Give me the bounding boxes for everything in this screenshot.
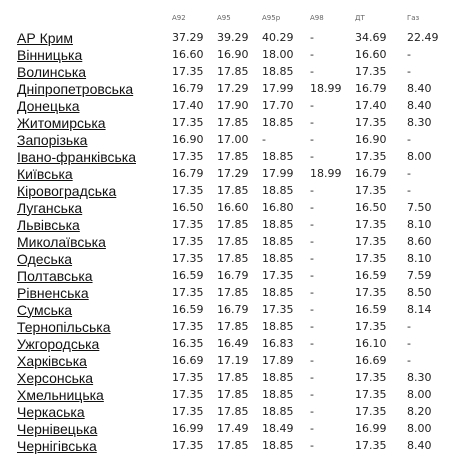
price-cell-a95p: 40.29 [262, 31, 294, 44]
region-link[interactable]: Івано-франківська [17, 148, 136, 165]
price-cell-a92: 37.29 [172, 31, 204, 44]
region-cell [17, 386, 172, 403]
region-link[interactable]: Чернівецька [17, 420, 98, 437]
table-row [17, 148, 453, 165]
price-cell-a98: - [310, 150, 314, 163]
price-cell-dt: 17.35 [355, 184, 387, 197]
price-cell-dt: 17.35 [355, 116, 387, 129]
price-cell-a92: 17.35 [172, 388, 204, 401]
price-cell-a98: - [310, 422, 314, 435]
region-link[interactable]: Львівська [17, 216, 80, 233]
region-cell [17, 80, 172, 97]
table-row [17, 420, 453, 437]
price-cell-a95: 16.49 [217, 337, 249, 350]
price-cell-a92: 16.35 [172, 337, 204, 350]
price-cell-a98: - [310, 133, 314, 146]
price-cell-a95: 16.79 [217, 303, 249, 316]
price-cell-gas: 8.20 [407, 405, 432, 418]
price-cell-a98: - [310, 439, 314, 452]
price-cell-dt: 16.59 [355, 269, 387, 282]
table-row [17, 250, 453, 267]
region-cell [17, 216, 172, 233]
price-cell-gas: - [407, 320, 411, 333]
price-cell-a95: 17.29 [217, 82, 249, 95]
price-cell-a95p: 18.85 [262, 388, 294, 401]
price-cell-a95p: 18.85 [262, 320, 294, 333]
region-link[interactable]: Київська [17, 165, 73, 182]
price-cell-dt: 17.35 [355, 439, 387, 452]
price-cell-a98: - [310, 218, 314, 231]
price-cell-dt: 16.79 [355, 167, 387, 180]
price-cell-a92: 17.35 [172, 150, 204, 163]
region-link[interactable]: Дніпропетровська [17, 80, 134, 97]
price-cell-a98: - [310, 99, 314, 112]
table-row [17, 403, 453, 420]
header-a95p: А95р [262, 14, 281, 22]
price-cell-dt: 17.35 [355, 252, 387, 265]
region-link[interactable]: Кіровоградська [17, 182, 117, 199]
price-cell-dt: 17.35 [355, 320, 387, 333]
table-row [17, 369, 453, 386]
region-link[interactable]: Одеська [17, 250, 73, 267]
price-cell-dt: 17.40 [355, 99, 387, 112]
region-cell [17, 301, 172, 318]
header-a98: А98 [310, 14, 324, 22]
price-cell-a95: 17.85 [217, 184, 249, 197]
price-cell-a95: 17.85 [217, 116, 249, 129]
price-cell-a95: 17.90 [217, 99, 249, 112]
price-cell-gas: 8.14 [407, 303, 432, 316]
price-cell-gas: 8.30 [407, 116, 432, 129]
price-cell-a95p: 18.85 [262, 150, 294, 163]
region-cell [17, 437, 172, 454]
price-cell-a92: 16.59 [172, 303, 204, 316]
price-cell-gas: 8.40 [407, 82, 432, 95]
table-row [17, 29, 453, 46]
price-cell-a98: - [310, 303, 314, 316]
price-cell-a98: - [310, 371, 314, 384]
price-cell-a95p: 18.85 [262, 235, 294, 248]
price-cell-a98: - [310, 31, 314, 44]
table-row [17, 267, 453, 284]
price-cell-a95p: 18.85 [262, 286, 294, 299]
price-cell-a92: 17.35 [172, 286, 204, 299]
price-cell-a95: 16.90 [217, 48, 249, 61]
region-link[interactable]: Луганська [17, 199, 83, 216]
region-link[interactable]: Волинська [17, 63, 87, 80]
price-cell-dt: 17.35 [355, 286, 387, 299]
region-cell [17, 46, 172, 63]
region-cell [17, 131, 172, 148]
region-link[interactable]: Запорізька [17, 131, 88, 148]
region-link[interactable]: Тернопільська [17, 318, 111, 335]
price-cell-dt: 16.90 [355, 133, 387, 146]
price-cell-gas: - [407, 184, 411, 197]
table-body [17, 29, 453, 454]
price-cell-a98: - [310, 320, 314, 333]
price-cell-a95: 17.00 [217, 133, 249, 146]
price-cell-gas: 8.10 [407, 218, 432, 231]
region-cell [17, 420, 172, 437]
price-cell-a95p: 18.00 [262, 48, 294, 61]
price-cell-a95: 17.85 [217, 252, 249, 265]
table-row [17, 301, 453, 318]
price-cell-a98: - [310, 116, 314, 129]
price-cell-dt: 17.35 [355, 235, 387, 248]
region-link[interactable]: Донецька [17, 97, 80, 114]
region-link[interactable]: Харківська [17, 352, 87, 369]
price-cell-gas: - [407, 167, 411, 180]
price-cell-a92: 17.35 [172, 320, 204, 333]
price-cell-a98: - [310, 388, 314, 401]
price-cell-gas: 8.00 [407, 388, 432, 401]
region-cell [17, 335, 172, 352]
price-cell-a95p: 18.85 [262, 184, 294, 197]
region-cell [17, 403, 172, 420]
price-cell-a98: - [310, 354, 314, 367]
table-row [17, 335, 453, 352]
price-cell-a98: - [310, 235, 314, 248]
price-cell-a98: - [310, 201, 314, 214]
price-cell-gas: 8.40 [407, 99, 432, 112]
price-cell-a98: - [310, 252, 314, 265]
price-cell-a92: 17.35 [172, 439, 204, 452]
price-cell-dt: 16.69 [355, 354, 387, 367]
region-link[interactable]: Сумська [17, 301, 73, 318]
region-cell [17, 369, 172, 386]
price-cell-a92: 17.35 [172, 252, 204, 265]
price-cell-a95p: 17.70 [262, 99, 294, 112]
price-cell-gas: - [407, 354, 411, 367]
price-cell-a95: 17.85 [217, 150, 249, 163]
price-cell-a98: 18.99 [310, 167, 342, 180]
table-header-row [17, 7, 453, 29]
price-cell-a95p: 17.89 [262, 354, 294, 367]
price-cell-dt: 34.69 [355, 31, 387, 44]
price-cell-a92: 17.35 [172, 371, 204, 384]
price-cell-a92: 16.79 [172, 167, 204, 180]
price-cell-a95p: 18.85 [262, 439, 294, 452]
table-row [17, 131, 453, 148]
price-cell-gas: 7.50 [407, 201, 432, 214]
price-cell-a95: 17.85 [217, 65, 249, 78]
region-link[interactable]: Вінницька [17, 46, 83, 63]
price-cell-a95: 17.85 [217, 235, 249, 248]
price-cell-dt: 17.35 [355, 150, 387, 163]
price-cell-dt: 17.35 [355, 65, 387, 78]
price-cell-a95: 17.85 [217, 320, 249, 333]
price-cell-a95: 17.29 [217, 167, 249, 180]
price-cell-a95p: 18.85 [262, 252, 294, 265]
table-row [17, 216, 453, 233]
price-cell-a95: 17.85 [217, 388, 249, 401]
price-cell-a95p: 17.35 [262, 269, 294, 282]
price-cell-a95: 16.60 [217, 201, 249, 214]
table-row [17, 165, 453, 182]
region-link[interactable]: Ужгородська [17, 335, 100, 352]
region-cell [17, 63, 172, 80]
price-cell-a92: 16.59 [172, 269, 204, 282]
price-cell-gas: - [407, 65, 411, 78]
fuel-price-table [17, 7, 453, 454]
price-cell-gas: 8.50 [407, 286, 432, 299]
price-cell-a98: - [310, 405, 314, 418]
price-cell-a92: 17.35 [172, 65, 204, 78]
price-cell-gas: - [407, 48, 411, 61]
header-dt: ДТ [355, 14, 365, 22]
region-link[interactable]: Полтавська [17, 267, 93, 284]
region-cell [17, 182, 172, 199]
price-cell-a98: 18.99 [310, 82, 342, 95]
region-link[interactable]: Херсонська [17, 369, 94, 386]
table-row [17, 63, 453, 80]
price-cell-a92: 17.35 [172, 218, 204, 231]
price-cell-a92: 16.69 [172, 354, 204, 367]
table-row [17, 437, 453, 454]
price-cell-a92: 17.35 [172, 235, 204, 248]
region-cell [17, 284, 172, 301]
price-cell-a95p: 18.85 [262, 116, 294, 129]
table-row [17, 284, 453, 301]
price-cell-dt: 16.10 [355, 337, 387, 350]
price-cell-gas: - [407, 337, 411, 350]
price-cell-a95: 17.85 [217, 405, 249, 418]
price-cell-a92: 17.35 [172, 116, 204, 129]
price-cell-gas: 7.59 [407, 269, 432, 282]
price-cell-a92: 17.35 [172, 405, 204, 418]
price-cell-a95: 16.79 [217, 269, 249, 282]
price-cell-dt: 16.59 [355, 303, 387, 316]
price-cell-a95p: 17.35 [262, 303, 294, 316]
table-row [17, 318, 453, 335]
price-cell-a98: - [310, 337, 314, 350]
price-cell-a95: 17.85 [217, 439, 249, 452]
price-cell-a95p: 18.85 [262, 218, 294, 231]
region-cell [17, 29, 172, 46]
header-a95: А95 [217, 14, 231, 22]
price-cell-dt: 16.50 [355, 201, 387, 214]
price-cell-a95p: 18.85 [262, 371, 294, 384]
price-cell-a95p: 17.99 [262, 82, 294, 95]
region-cell [17, 165, 172, 182]
price-cell-a92: 16.50 [172, 201, 204, 214]
price-cell-a98: - [310, 269, 314, 282]
region-link[interactable]: Хмельницька [17, 386, 104, 403]
region-link[interactable]: Черкаська [17, 403, 85, 420]
price-cell-a95: 39.29 [217, 31, 249, 44]
price-cell-dt: 16.79 [355, 82, 387, 95]
region-link[interactable]: Чернігівська [17, 437, 97, 454]
price-cell-a95: 17.85 [217, 218, 249, 231]
price-cell-dt: 16.99 [355, 422, 387, 435]
table-row [17, 182, 453, 199]
region-cell [17, 318, 172, 335]
price-cell-a95p: 17.99 [262, 167, 294, 180]
price-cell-dt: 17.35 [355, 405, 387, 418]
region-cell [17, 114, 172, 131]
table-row [17, 46, 453, 63]
header-region [17, 7, 172, 29]
region-cell [17, 148, 172, 165]
price-cell-gas: 8.40 [407, 439, 432, 452]
fuel-price-table-container [17, 7, 453, 454]
price-cell-a98: - [310, 48, 314, 61]
table-row [17, 114, 453, 131]
price-cell-dt: 17.35 [355, 388, 387, 401]
price-cell-gas: 8.00 [407, 150, 432, 163]
price-cell-gas: 8.00 [407, 422, 432, 435]
price-cell-a95p: 16.80 [262, 201, 294, 214]
price-cell-gas: 8.60 [407, 235, 432, 248]
region-link[interactable]: Житомирська [17, 114, 106, 131]
price-cell-dt: 17.35 [355, 371, 387, 384]
price-cell-a92: 17.40 [172, 99, 204, 112]
price-cell-a95: 17.85 [217, 371, 249, 384]
price-cell-a95: 17.85 [217, 286, 249, 299]
price-cell-a92: 16.99 [172, 422, 204, 435]
table-row [17, 80, 453, 97]
table-row [17, 233, 453, 250]
region-cell [17, 199, 172, 216]
price-cell-gas: 22.49 [407, 31, 439, 44]
price-cell-a98: - [310, 65, 314, 78]
price-cell-a95p: 18.85 [262, 405, 294, 418]
price-cell-a95p: - [262, 133, 266, 146]
region-cell [17, 267, 172, 284]
price-cell-a95: 17.49 [217, 422, 249, 435]
price-cell-a92: 16.79 [172, 82, 204, 95]
price-cell-gas: 8.30 [407, 371, 432, 384]
price-cell-a95p: 18.85 [262, 65, 294, 78]
price-cell-a98: - [310, 184, 314, 197]
region-cell [17, 250, 172, 267]
region-link[interactable]: АР Крим [17, 29, 73, 46]
price-cell-a92: 16.60 [172, 48, 204, 61]
price-cell-a95p: 16.83 [262, 337, 294, 350]
price-cell-dt: 17.35 [355, 218, 387, 231]
region-link[interactable]: Рівненська [17, 284, 89, 301]
price-cell-a98: - [310, 286, 314, 299]
region-link[interactable]: Миколаївська [17, 233, 106, 250]
price-cell-gas: 8.10 [407, 252, 432, 265]
header-gas: Газ [407, 14, 420, 22]
price-cell-gas: - [407, 133, 411, 146]
region-cell [17, 97, 172, 114]
price-cell-a95p: 18.49 [262, 422, 294, 435]
table-row [17, 352, 453, 369]
header-a92: А92 [172, 14, 186, 22]
table-row [17, 97, 453, 114]
price-cell-a95: 17.19 [217, 354, 249, 367]
price-cell-dt: 16.60 [355, 48, 387, 61]
price-cell-a92: 17.35 [172, 184, 204, 197]
region-cell [17, 352, 172, 369]
region-cell [17, 233, 172, 250]
price-cell-a92: 16.90 [172, 133, 204, 146]
table-row [17, 386, 453, 403]
table-row [17, 199, 453, 216]
